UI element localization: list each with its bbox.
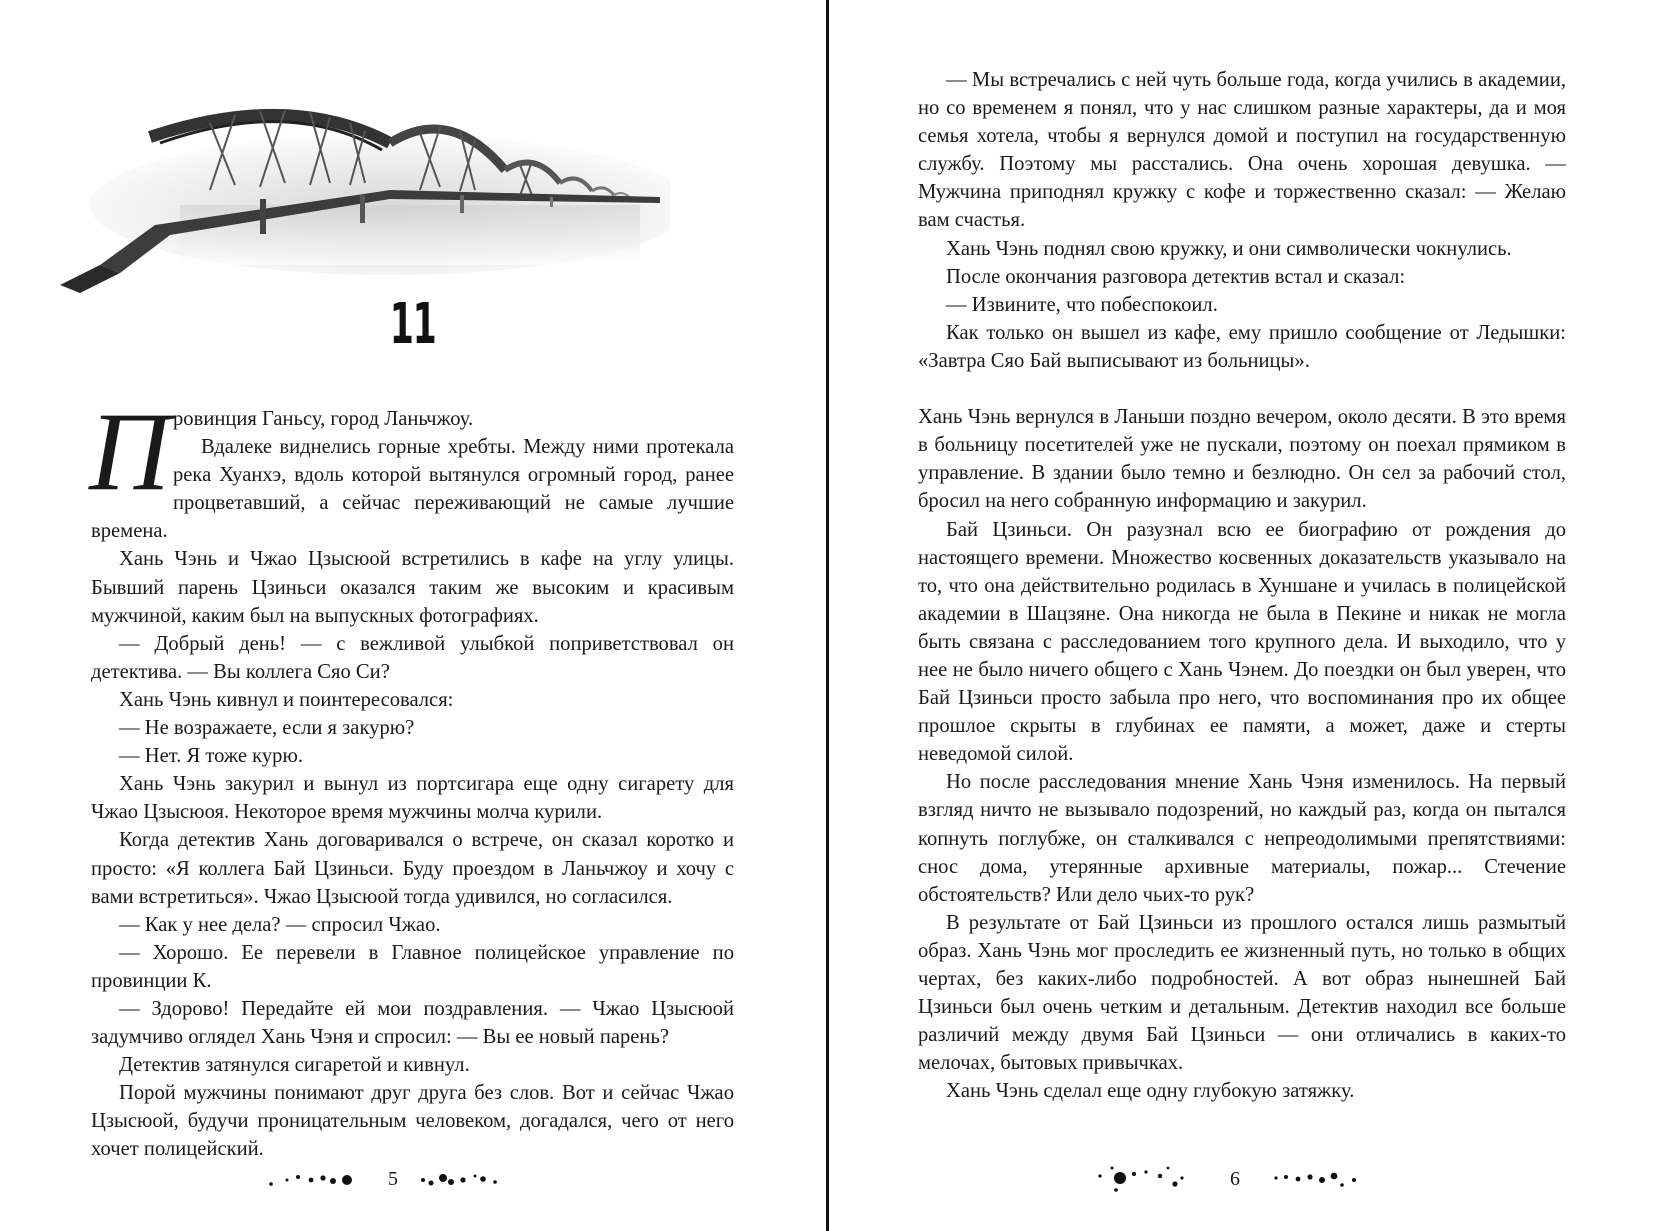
paragraph: Но после расследования мнение Хань Чэня изменилось. На первый взгляд ничто не вызывало подозрений, но каждый раз, когда он пытался копнуть поглубже, он сталкивался с непреодолимыми препятствиями: снос дома, утерянные архивные материалы, пожар... Стечение обстоятельств? Или дело чьих-то рук?	[918, 771, 1566, 906]
paragraph: Вдалеке виднелись горные хребты. Между ними протекала река Хуанхэ, вдоль которой вытянулся огромный город, ранее процветавший, а сейчас переживающий не самые лучшие времена.	[91, 436, 734, 543]
ink-splatter-left-icon	[265, 1160, 365, 1200]
paragraph: Хань Чэнь поднял свою кружку, и они символически чокнулись.	[946, 237, 1512, 260]
right-body-text	[918, 66, 1566, 1105]
paragraph: В результате от Бай Цзиньси из прошлого остался лишь размытый образ. Хань Чэнь мог проследить ее жизненный путь, но только в общих чертах, без каких-либо подробностей. А вот образ нынешней Бай Цзиньси был очень четким и детальным. Детектив находил все больше различий между двумя Бай Цзиньси — они отличались в каких-то мелочах, бытовых привычках.	[918, 911, 1566, 1075]
left-body-text	[89, 390, 734, 1164]
paragraph: — Извините, что побеспокоил.	[946, 293, 1218, 316]
paragraph: — Мы встречались с ней чуть больше года, когда учились в академии, но со временем я понял, что у нас слишком разные характеры, да и моя семья хотела, чтобы я вернулся домой и поступил на государственную службу. Поэтому мы расстались. Она очень хорошая девушка. — Мужчина приподнял кружку с кофе и торжественно сказал: — Желаю вам счастья.	[918, 69, 1566, 232]
paragraph: Хань Чэнь кивнул и поинтересовался:	[119, 688, 454, 711]
paragraph: — Как у нее дела? — спросил Чжао.	[119, 913, 441, 936]
paragraph: — Нет. Я тоже курю.	[119, 745, 303, 768]
bridge-illustration	[60, 95, 670, 295]
left-page	[0, 0, 826, 1231]
paragraph: Бай Цзиньси. Он разузнал всю ее биографию от рождения до настоящего времени. Множество косвенных доказательств указывало на то, что она действительно родилась в Хуншане и училась в полицейской академии в Шацзяне. Она никогда не была в Пекине и никак не могла быть связана с расследованием того крупного дела. И выходило, что у нее не было ничего общего с Хань Чэнем. До поездки он был уверен, что Бай Цзиньси просто забыла про него, что воспоминания про их общее прошлое скрыты в глубинах ее памяти, а может, даже и стерты неведомой силой.	[918, 518, 1566, 766]
page-number-left: 5	[388, 1168, 398, 1190]
paragraph: Когда детектив Хань договаривался о встрече, он сказал коротко и просто: «Я коллега Бай Цзиньси. Буду проездом в Ланьчжоу и хочу с вами встретиться». Чжао Цзысюой тогда удивился, но согласился.	[91, 829, 734, 908]
right-folio	[1090, 1160, 1390, 1200]
paragraph: Детектив затянулся сигаретой и кивнул.	[119, 1054, 470, 1077]
paragraph: Хань Чэнь вернулся в Ланьши поздно вечером, около десяти. В это время в больницу посетителей уже не пускали, поэтому он поехал прямиком в управление. В здании было темно и безлюдно. Он сел за рабочий стол, бросил на него собранную информацию и закурил.	[918, 406, 1566, 513]
page-spine-divider	[826, 0, 829, 1231]
ink-splatter-left-icon	[1090, 1154, 1200, 1204]
ink-splatter-right-icon	[415, 1160, 505, 1200]
paragraph: Хань Чэнь сделал еще одну глубокую затяжку.	[946, 1080, 1355, 1103]
drop-cap: П	[89, 390, 170, 514]
right-page	[830, 0, 1653, 1231]
paragraph: Провинция Ганьсу, город Ланьчжоу.	[89, 390, 474, 514]
paragraph: — Добрый день! — с вежливой улыбкой поприветствовал он детектива. — Вы коллега Сяо Си?	[91, 632, 734, 683]
left-folio	[265, 1160, 565, 1200]
paragraph: — Здорово! Передайте ей мои поздравления. — Чжао Цзысюой задумчиво оглядел Хань Чэня и спросил: — Вы ее новый парень?	[91, 997, 734, 1049]
paragraph: — Не возражаете, если я закурю?	[119, 717, 415, 740]
paragraph: Порой мужчины понимают друг друга без слов. Вот и сейчас Чжао Цзысюой, будучи проницательным человеком, догадался, чего от него хочет полицейский.	[91, 1082, 734, 1161]
page-number-right: 6	[1230, 1168, 1240, 1190]
paragraph: Хань Чэнь и Чжао Цзысюой встретились в кафе на углу улицы. Бывший парень Цзиньси оказался таким же высоким и красивым мужчиной, каким был на выпускных фотографиях.	[91, 548, 734, 627]
paragraph: Хань Чэнь закурил и вынул из портсигара еще одну сигарету для Чжао Цзысюоя. Некоторое время мужчины молча курили.	[91, 773, 734, 824]
paragraph: — Хорошо. Ее перевели в Главное полицейское управление по провинции К.	[91, 941, 734, 992]
paragraph: После окончания разговора детектив встал и сказал:	[946, 265, 1406, 288]
chapter-number: 11	[389, 292, 436, 357]
paragraph: Как только он вышел из кафе, ему пришло сообщение от Ледышки: «Завтра Сяо Бай выписывают из больницы».	[918, 321, 1566, 372]
ink-splatter-right-icon	[1270, 1160, 1370, 1200]
